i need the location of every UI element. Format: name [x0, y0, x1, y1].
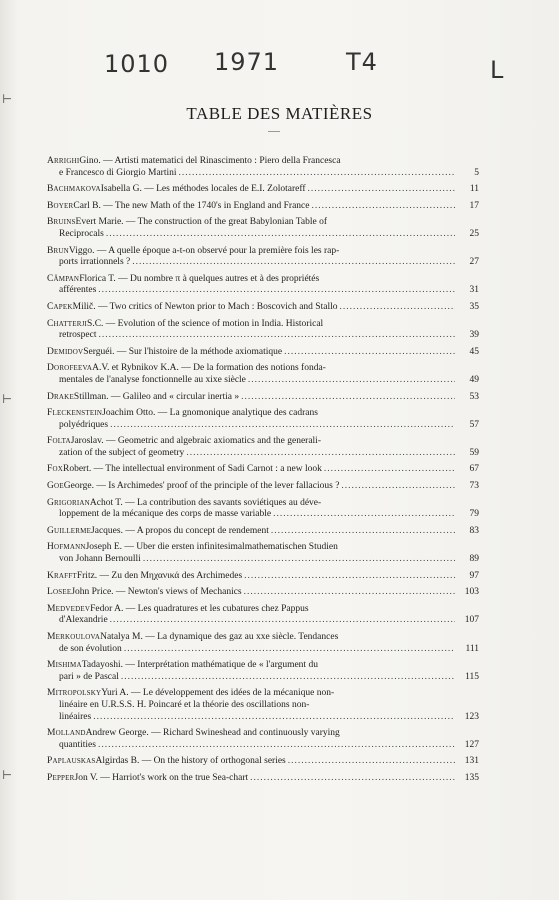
toc-entry	[47, 728, 479, 751]
toc-title: Jacques. — A propos du concept de rendement	[91, 525, 269, 536]
toc-page-number: 11	[469, 184, 479, 195]
toc-entry	[47, 773, 479, 785]
toc-title: George. — Is Archimedes' proof of the principle of the lever fallacious ?	[63, 481, 340, 492]
toc-title: Evert Marie. — The construction of the great Babylonian Table of	[75, 217, 327, 228]
toc-author: Goe	[47, 481, 64, 492]
leader-dots	[98, 740, 455, 752]
toc-title: Fritz. — Zu den Μηχανικά des Archimedes	[76, 570, 243, 581]
leader-dots	[244, 587, 455, 599]
toc-entry	[47, 542, 479, 565]
leader-dots	[132, 257, 455, 269]
toc-entry	[47, 246, 479, 269]
toc-entry	[47, 464, 479, 476]
toc-title: Andrew George. — Richard Swineshead and continuously varying	[85, 728, 340, 739]
toc-title: Joachim Otto. — La gnomonique analytique des cadrans	[102, 408, 318, 419]
toc-page-number: 107	[464, 615, 479, 626]
toc-title-continued: afférentes	[59, 285, 97, 296]
handwritten-mark: L	[490, 56, 505, 84]
page-title: TABLE DES MATIÈRES	[186, 104, 373, 123]
toc-author: Demidov	[47, 346, 84, 357]
leader-dots	[124, 644, 455, 656]
toc-title-continued: polyédriques	[59, 419, 109, 430]
leader-dots	[98, 330, 455, 342]
toc-title-continued: quantities	[59, 739, 96, 750]
toc-entry	[47, 347, 479, 359]
toc-title-continued: loppement de la mécanique des corps de masse variable	[59, 509, 272, 520]
toc-title: Fedor A. — Les quadratures et les cubatures chez Pappus	[90, 603, 309, 614]
toc-title-continued: von Johann Bernoulli	[59, 554, 141, 565]
toc-title: Joseph E. — Über die ersten infinitesimalmathematischen Studien	[85, 542, 338, 553]
toc-entry	[47, 498, 479, 521]
toc-author: Fleckenstein	[47, 408, 103, 419]
toc-entry	[47, 587, 479, 599]
toc-title: Viggo. — A quelle époque a-t-on observé pour la première fois les rap-	[68, 245, 340, 256]
toc-author: Paplauskas	[47, 756, 96, 767]
leader-dots	[106, 229, 455, 241]
toc-entry	[47, 436, 479, 459]
leader-dots	[273, 509, 455, 521]
toc-title: Achot T. — La contribution des savants soviétiques au déve-	[89, 497, 322, 508]
leader-dots	[110, 615, 455, 627]
toc-entry	[47, 632, 479, 655]
toc-entry	[47, 184, 479, 196]
handwritten-volume: T4	[346, 48, 378, 76]
toc-entry	[47, 363, 479, 386]
leader-dots	[186, 448, 455, 460]
toc-title: Isabella G. — Les méthodes locales de E.I. Zolotareff	[100, 184, 306, 195]
toc-page-number: 67	[469, 464, 479, 475]
title-ornament	[268, 131, 280, 132]
toc-entry	[47, 756, 479, 768]
toc-page-number: 39	[469, 330, 479, 341]
binding-mark: ⊢	[2, 92, 13, 106]
toc-page-number: 25	[469, 228, 479, 239]
toc-page-number: 127	[464, 739, 479, 750]
toc-title: Serguéi. — Sur l'histoire de la méthode axiomatique	[83, 346, 283, 357]
toc-title-continued: Reciprocals	[59, 228, 104, 239]
toc-title-continued: mentales de l'analyse fonctionnelle au xixe siècle	[59, 374, 246, 385]
leader-dots	[241, 392, 455, 404]
leader-dots	[110, 420, 455, 432]
toc-author: Drake	[47, 391, 74, 402]
leader-dots	[248, 375, 455, 387]
toc-author: Grigorian	[47, 497, 90, 508]
toc-title: Yuri A. — Le développement des idées de la mécanique non-	[101, 688, 335, 699]
toc-page-number: 53	[469, 391, 479, 402]
toc-page-number: 59	[469, 447, 479, 458]
toc-author: Medvedev	[47, 603, 91, 614]
toc-author: Losee	[47, 587, 72, 598]
toc-page-number: 97	[469, 570, 479, 581]
toc-entry	[47, 201, 479, 213]
toc-page-number: 111	[465, 643, 479, 654]
toc-entry	[47, 156, 479, 179]
binding-mark: ⊢	[2, 768, 13, 782]
toc-entry	[47, 302, 479, 314]
toc-entry	[47, 481, 479, 493]
toc-author: Arrighi	[47, 156, 80, 166]
toc-author: Molland	[47, 728, 86, 739]
toc-page-number: 35	[469, 301, 479, 312]
toc-entry	[47, 392, 479, 404]
toc-title-continued: e Francesco di Giorgio Martini	[59, 167, 177, 178]
toc-author: Brun	[47, 245, 69, 256]
toc-title-continued: linéaires	[59, 711, 92, 722]
toc-author: Mishima	[47, 660, 82, 671]
table-of-contents	[47, 156, 479, 790]
leader-dots	[341, 481, 455, 493]
toc-author: Guillerme	[47, 525, 92, 536]
toc-title-continued: d'Alexandrie	[59, 615, 108, 626]
toc-entry	[47, 688, 479, 723]
toc-entry	[47, 526, 479, 538]
leader-dots	[271, 526, 455, 538]
toc-author: Bruins	[47, 217, 76, 228]
toc-author: Hofmann	[47, 542, 86, 553]
handwritten-year: 1971	[214, 48, 280, 76]
leader-dots	[312, 201, 456, 213]
toc-entry	[47, 408, 479, 431]
toc-author: Čapek	[47, 301, 73, 312]
toc-page-number: 17	[469, 200, 479, 211]
handwritten-number: 1010	[104, 50, 170, 78]
toc-entry	[47, 571, 479, 583]
toc-title: Gino. — Artisti matematici del Rinascimento : Piero della Francesca	[79, 156, 341, 166]
toc-title-continued: retrospect	[59, 330, 97, 341]
toc-page-number: 5	[474, 167, 479, 178]
toc-author: Fox	[47, 464, 63, 475]
leader-dots	[324, 464, 455, 476]
toc-page-number: 103	[464, 587, 479, 598]
toc-title: Jaroslav. — Geometric and algebraic axiomatics and the generali-	[70, 436, 321, 447]
toc-title-continued: ports irrationnels ?	[59, 257, 131, 268]
leader-dots	[250, 773, 455, 785]
leader-dots	[284, 347, 455, 359]
toc-author: Boyer	[47, 200, 74, 211]
toc-entry	[47, 604, 479, 627]
toc-page-number: 135	[464, 772, 479, 783]
toc-author: Chatterji	[47, 318, 88, 329]
toc-entry	[47, 274, 479, 297]
toc-author: Merkoulova	[47, 632, 101, 642]
toc-title: Florica T. — Du nombre π à quelques autres et à des propriétés	[79, 273, 320, 284]
toc-author: Câmpan	[47, 273, 80, 284]
toc-page-number: 131	[464, 756, 479, 767]
toc-title-continued: linéaire en U.R.S.S. H. Poincaré et la théorie des oscillations non-	[59, 699, 310, 710]
leader-dots	[288, 756, 455, 768]
toc-author: Dorofeeva	[47, 363, 93, 374]
toc-title: Tadayoshi. — Interprétation mathématique de « l'argument du	[81, 660, 318, 671]
toc-page-number: 115	[465, 671, 479, 682]
toc-page-number: 27	[469, 257, 479, 268]
toc-title: Stillman. — Galileo and « circular inertia »	[73, 391, 240, 402]
toc-author: Bachmakova	[47, 184, 101, 195]
toc-page-number: 31	[469, 285, 479, 296]
toc-entry	[47, 319, 479, 342]
toc-page-number: 49	[469, 374, 479, 385]
toc-author: Krafft	[47, 570, 77, 581]
toc-author: Folta	[47, 436, 71, 447]
toc-title: S.C. — Evolution of the science of motion in India. Historical	[87, 318, 324, 329]
toc-title: Algirdas B. — On the history of orthogonal series	[95, 756, 286, 767]
leader-dots	[244, 571, 455, 583]
toc-title: Robert. — The intellectual environment of Sadi Carnot : a new look	[63, 464, 322, 475]
toc-author: Mitropolsky	[47, 688, 102, 699]
toc-title-continued: pari » de Pascal	[59, 671, 119, 682]
leader-dots	[93, 712, 455, 724]
leader-dots	[143, 554, 455, 566]
leader-dots	[121, 672, 455, 684]
toc-title: Carl B. — The new Math of the 1740's in England and France	[73, 200, 310, 211]
toc-title-continued: zation of the subject of geometry	[59, 447, 185, 458]
toc-page-number: 57	[469, 419, 479, 430]
toc-title: A.V. et Rybnikov K.A. — De la formation des notions fonda-	[92, 363, 326, 374]
leader-dots	[98, 285, 455, 297]
toc-title: Natalya M. — La dynamique des gaz au xxe siècle. Tendances	[100, 632, 339, 642]
binding-mark: ⊢	[2, 392, 13, 406]
toc-title: Milič. — Two critics of Newton prior to Mach : Boscovich and Stallo	[72, 301, 338, 312]
toc-title: John Price. — Newton's views of Mechanics	[71, 587, 242, 598]
toc-page-number: 123	[464, 711, 479, 722]
toc-page-number: 83	[469, 525, 479, 536]
toc-page-number: 73	[469, 481, 479, 492]
toc-author: Pepper	[47, 772, 75, 783]
toc-entry	[47, 217, 479, 240]
toc-title: Jon V. — Harriot's work on the true Sea-chart	[74, 772, 249, 783]
toc-page-number: 89	[469, 554, 479, 565]
toc-title-continued: de son évolution	[59, 643, 122, 654]
toc-page-number: 79	[469, 509, 479, 520]
leader-dots	[308, 184, 455, 196]
leader-dots	[339, 302, 455, 314]
toc-entry	[47, 660, 479, 683]
toc-page-number: 45	[469, 346, 479, 357]
leader-dots	[179, 168, 456, 180]
